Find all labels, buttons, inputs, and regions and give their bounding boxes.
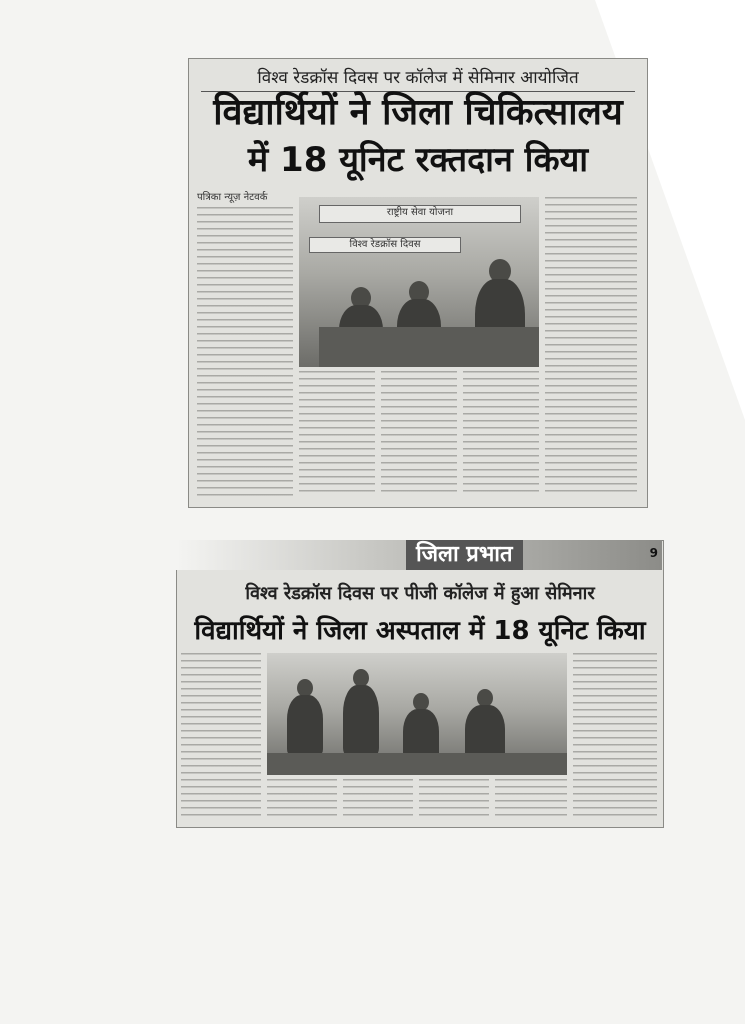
clip2-masthead: जिला प्रभात	[406, 540, 523, 570]
clip2-page-number: 9	[649, 546, 658, 560]
clip2-event-photo	[267, 653, 567, 775]
newspaper-clipping-1	[188, 58, 648, 508]
clip2-kicker: विश्व रेडक्रॉस दिवस पर पीजी कॉलेज में हुआ सेमिनार	[245, 583, 595, 604]
newspaper-clipping-2	[176, 540, 664, 828]
photo-person	[343, 685, 379, 755]
clip2-masthead-bar	[176, 540, 662, 570]
photo-table	[319, 327, 539, 367]
clip1-text-column-6	[545, 371, 637, 497]
photo-banner-top: राष्ट्रीय सेवा योजना	[319, 205, 521, 223]
clip1-text-column-1	[197, 207, 293, 497]
clip2-headline: विद्यार्थियों ने जिला अस्पताल में 18 यूनिट किया	[194, 616, 646, 646]
photo-banner-mid: विश्व रेडक्रॉस दिवस	[309, 237, 461, 253]
photo-table	[267, 753, 567, 775]
clip2-text-column-3	[343, 779, 413, 819]
clip1-text-column-3	[381, 371, 457, 497]
clip2-text-column-4	[419, 779, 489, 819]
clip1-event-photo	[299, 197, 539, 367]
clip2-text-column-5	[495, 779, 567, 819]
clip1-byline: पत्रिका न्यूज़ नेटवर्क	[197, 192, 268, 203]
clip1-text-column-4	[545, 197, 637, 367]
clip1-kicker: विश्व रेडक्रॉस दिवस पर कॉलेज में सेमिनार आयोजित	[201, 65, 635, 92]
clip2-text-column-6	[573, 653, 657, 819]
photo-person	[287, 695, 323, 755]
clip2-text-column-1	[181, 653, 261, 819]
clip2-text-column-2	[267, 779, 337, 819]
clip1-headline-line2: में 18 यूनिट रक्तदान किया	[247, 140, 589, 180]
clip1-text-column-5	[463, 371, 539, 497]
clip1-headline-line1: विद्यार्थियों ने जिला चिकित्सालय	[213, 92, 623, 133]
clip1-text-column-2	[299, 371, 375, 497]
